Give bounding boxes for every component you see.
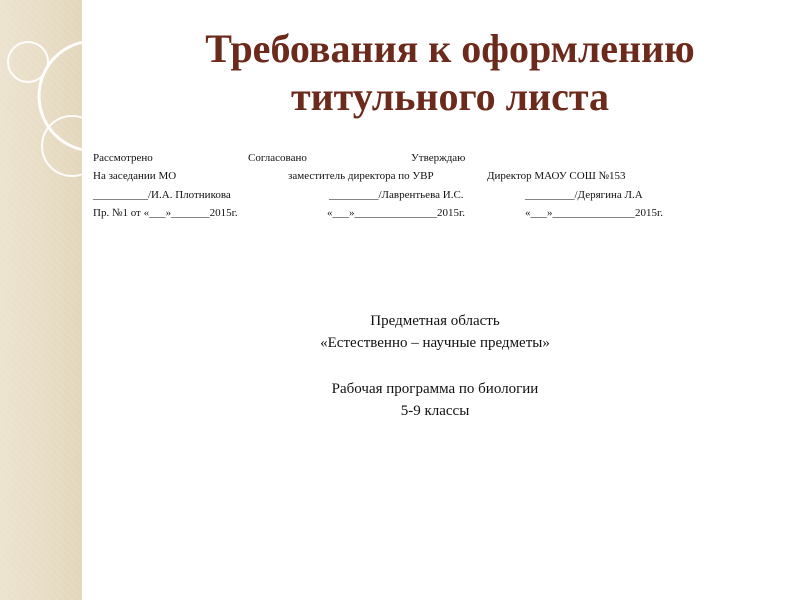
approval-agreed-label: Согласовано bbox=[248, 152, 307, 164]
meeting-label: На заседании МО bbox=[93, 170, 177, 182]
signature-plotnikova: __________/И.А. Плотникова bbox=[93, 189, 231, 201]
signature-deryagina: _________/Дерягина Л.А bbox=[525, 189, 643, 201]
protocol-date: Пр. №1 от «___»_______2015г. bbox=[93, 207, 238, 219]
subject-area-label: Предметная область bbox=[370, 313, 500, 329]
grades-label: 5-9 классы bbox=[400, 403, 470, 419]
director-label: Директор МАОУ СОШ №153 bbox=[487, 170, 626, 182]
agreed-date: «___»_______________2015г. bbox=[327, 207, 466, 219]
subject-area-block bbox=[200, 310, 670, 354]
slide-title bbox=[150, 25, 750, 121]
ring-large bbox=[39, 41, 149, 151]
approval-approved-label: Утверждаю bbox=[411, 152, 466, 164]
ring-small bbox=[8, 42, 48, 82]
approval-reviewed-label: Рассмотрено bbox=[93, 152, 153, 164]
program-title: Рабочая программа по биологии bbox=[331, 381, 539, 397]
program-block bbox=[200, 378, 670, 422]
title-line-1: Требования к оформлению bbox=[205, 26, 695, 71]
approved-date: «___»_______________2015г. bbox=[525, 207, 664, 219]
deputy-director-label: заместитель директора по УВР bbox=[288, 170, 434, 182]
title-line-2: титульного листа bbox=[290, 74, 609, 119]
signature-lavrentyeva: _________/Лаврентьева И.С. bbox=[329, 189, 464, 201]
subject-area-name: «Естественно – научные предметы» bbox=[320, 335, 550, 351]
